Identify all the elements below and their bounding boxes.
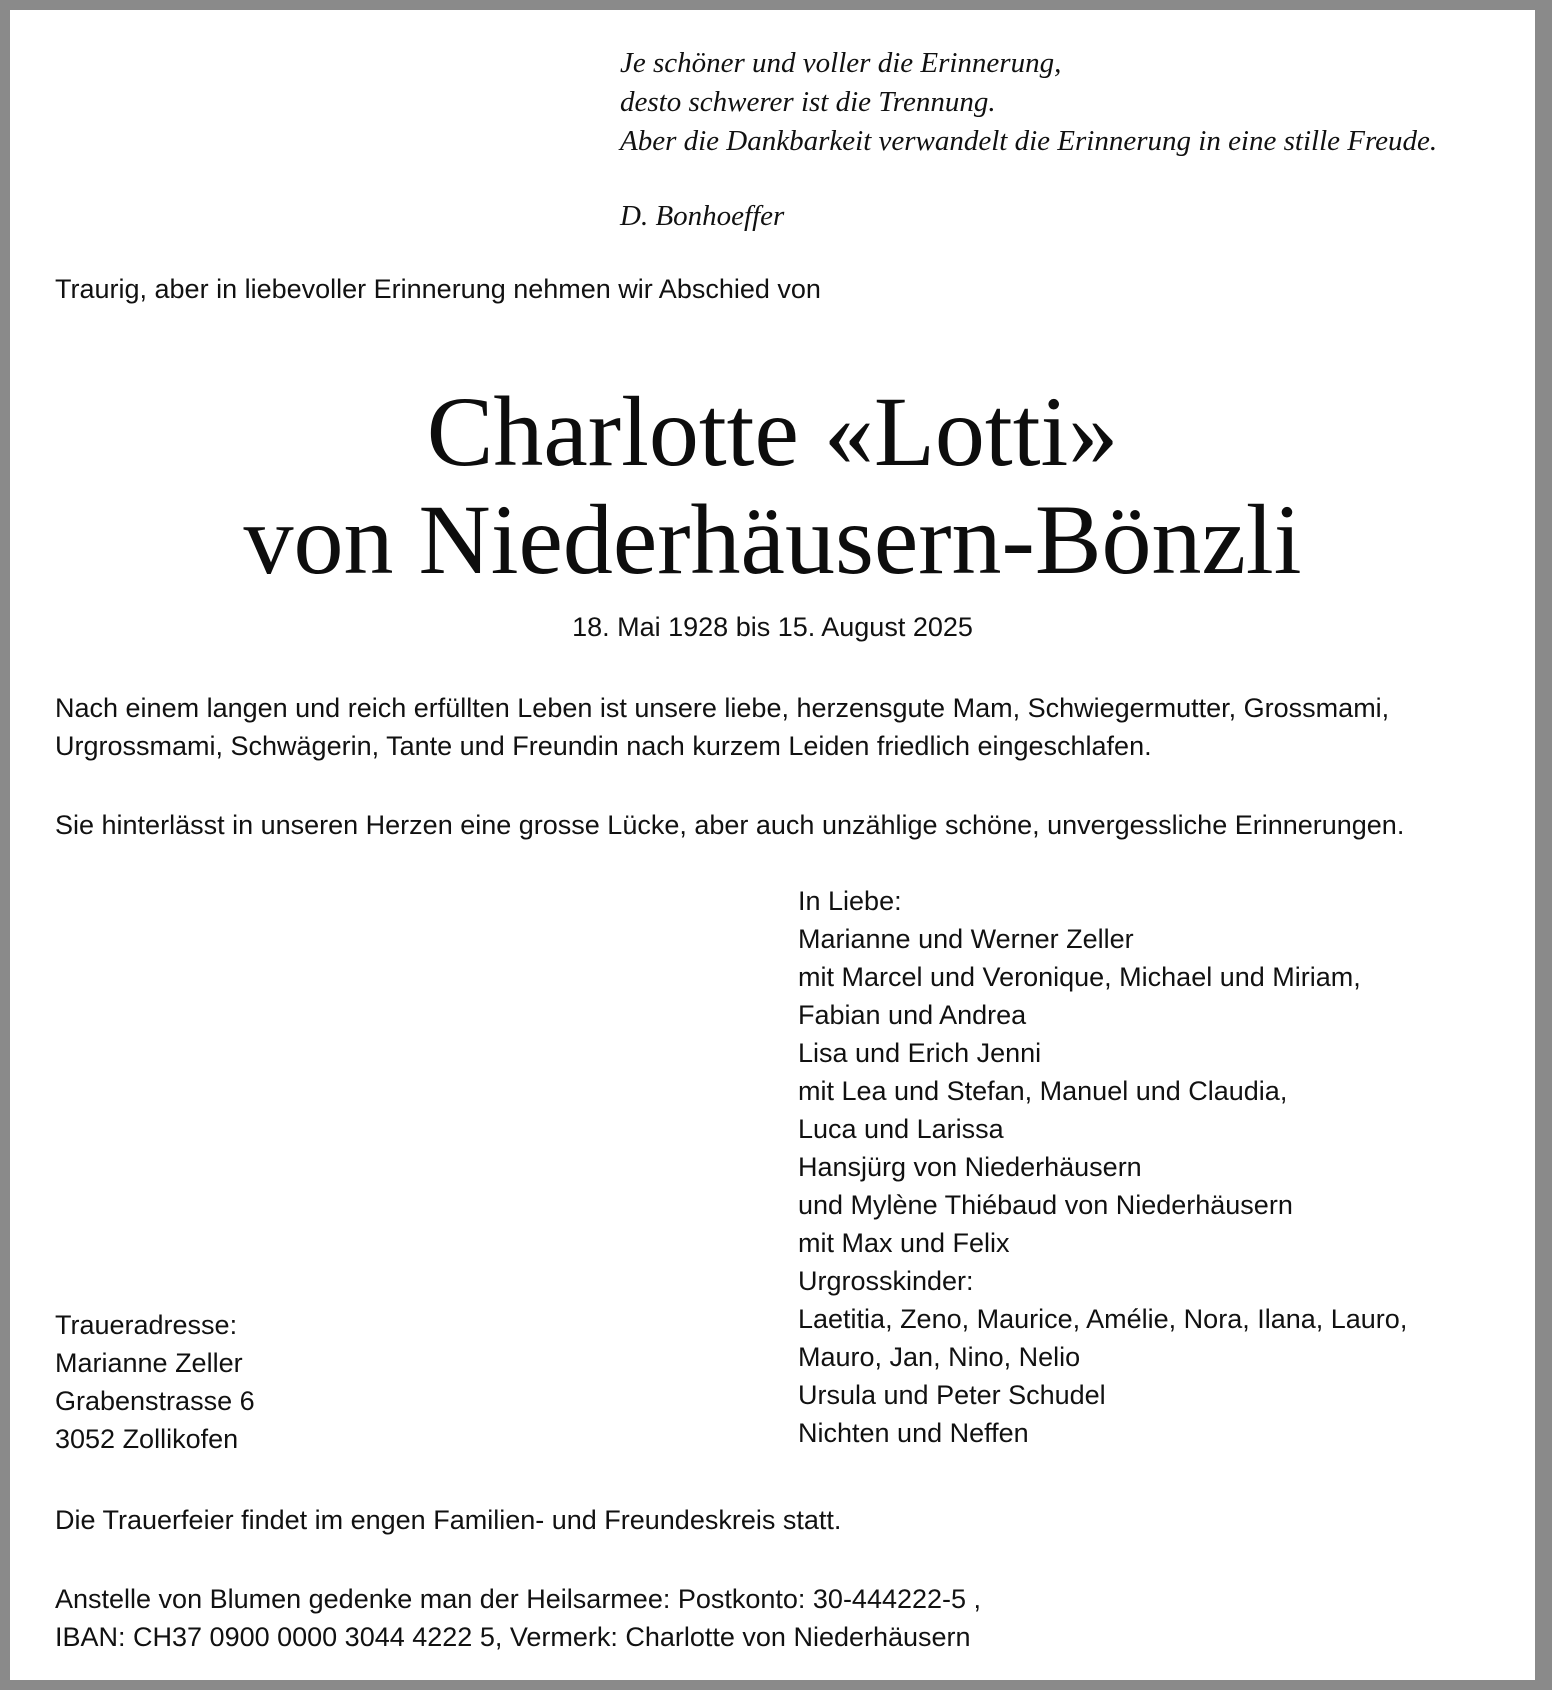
quote-line: Aber die Dankbarkeit verwandelt die Erinnerung in eine stille Freude.: [620, 125, 1438, 157]
family-line: Nichten und Neffen: [798, 1418, 1029, 1448]
quote-author: D. Bonhoeffer: [620, 200, 785, 232]
donation-line: IBAN: CH37 0900 0000 3044 4222 5, Vermerk: Charlotte von Niederhäusern: [55, 1622, 971, 1652]
family-line: In Liebe:: [798, 886, 902, 916]
paragraph-line: Nach einem langen und reich erfüllten Leben ist unsere liebe, herzensgute Mam, Schwiegermutter, Grossmami,: [55, 693, 1390, 723]
quote-line: Je schöner und voller die Erinnerung,: [620, 47, 1062, 79]
family-line: Lisa und Erich Jenni: [798, 1038, 1042, 1068]
obituary-paragraph: [55, 689, 1389, 765]
family-line: Laetitia, Zeno, Maurice, Amélie, Nora, Ilana, Lauro,: [798, 1304, 1408, 1334]
donation-line: Anstelle von Blumen gedenke man der Heilsarmee: Postkonto: 30-444222-5 ,: [55, 1584, 982, 1614]
family-line: Marianne und Werner Zeller: [798, 924, 1134, 954]
family-line: Ursula und Peter Schudel: [798, 1380, 1106, 1410]
address-line: 3052 Zollikofen: [55, 1424, 239, 1454]
obituary-card: [10, 10, 1535, 1680]
quote-line: desto schwerer ist die Trennung.: [620, 86, 996, 118]
family-line: Luca und Larissa: [798, 1114, 1004, 1144]
life-dates: 18. Mai 1928 bis 15. August 2025: [572, 612, 973, 642]
address-line: Traueradresse:: [55, 1310, 238, 1340]
paragraph-line: Urgrossmami, Schwägerin, Tante und Freundin nach kurzem Leiden friedlich eingeschlafen.: [55, 731, 1152, 761]
family-line: Mauro, Jan, Nino, Nelio: [798, 1342, 1081, 1372]
address-line: Grabenstrasse 6: [55, 1386, 255, 1416]
family-line: mit Marcel und Veronique, Michael und Miriam,: [798, 962, 1361, 992]
bonhoeffer-quote: [620, 44, 1437, 236]
family-line: mit Lea und Stefan, Manuel und Claudia,: [798, 1076, 1288, 1106]
family-line: Fabian und Andrea: [798, 1000, 1027, 1030]
family-line: mit Max und Felix: [798, 1228, 1010, 1258]
family-list: [798, 882, 1407, 1452]
mourning-address: [55, 1306, 255, 1458]
address-line: Marianne Zeller: [55, 1348, 243, 1378]
deceased-name-line2: von Niederhäusern-Bönzli: [243, 484, 1302, 595]
family-line: und Mylène Thiébaud von Niederhäusern: [798, 1190, 1293, 1220]
intro-text: Traurig, aber in liebevoller Erinnerung nehmen wir Abschied von: [55, 274, 821, 304]
family-line: Hansjürg von Niederhäusern: [798, 1152, 1142, 1182]
deceased-name-line1: Charlotte «Lotti»: [426, 376, 1119, 487]
memory-paragraph: Sie hinterlässt in unseren Herzen eine grosse Lücke, aber auch unzählige schöne, unvergessliche Erinnerungen.: [55, 810, 1405, 840]
ceremony-note: Die Trauerfeier findet im engen Familien- und Freundeskreis statt.: [55, 1505, 842, 1535]
family-line: Urgrosskinder:: [798, 1266, 974, 1296]
donation-note: [55, 1580, 981, 1656]
